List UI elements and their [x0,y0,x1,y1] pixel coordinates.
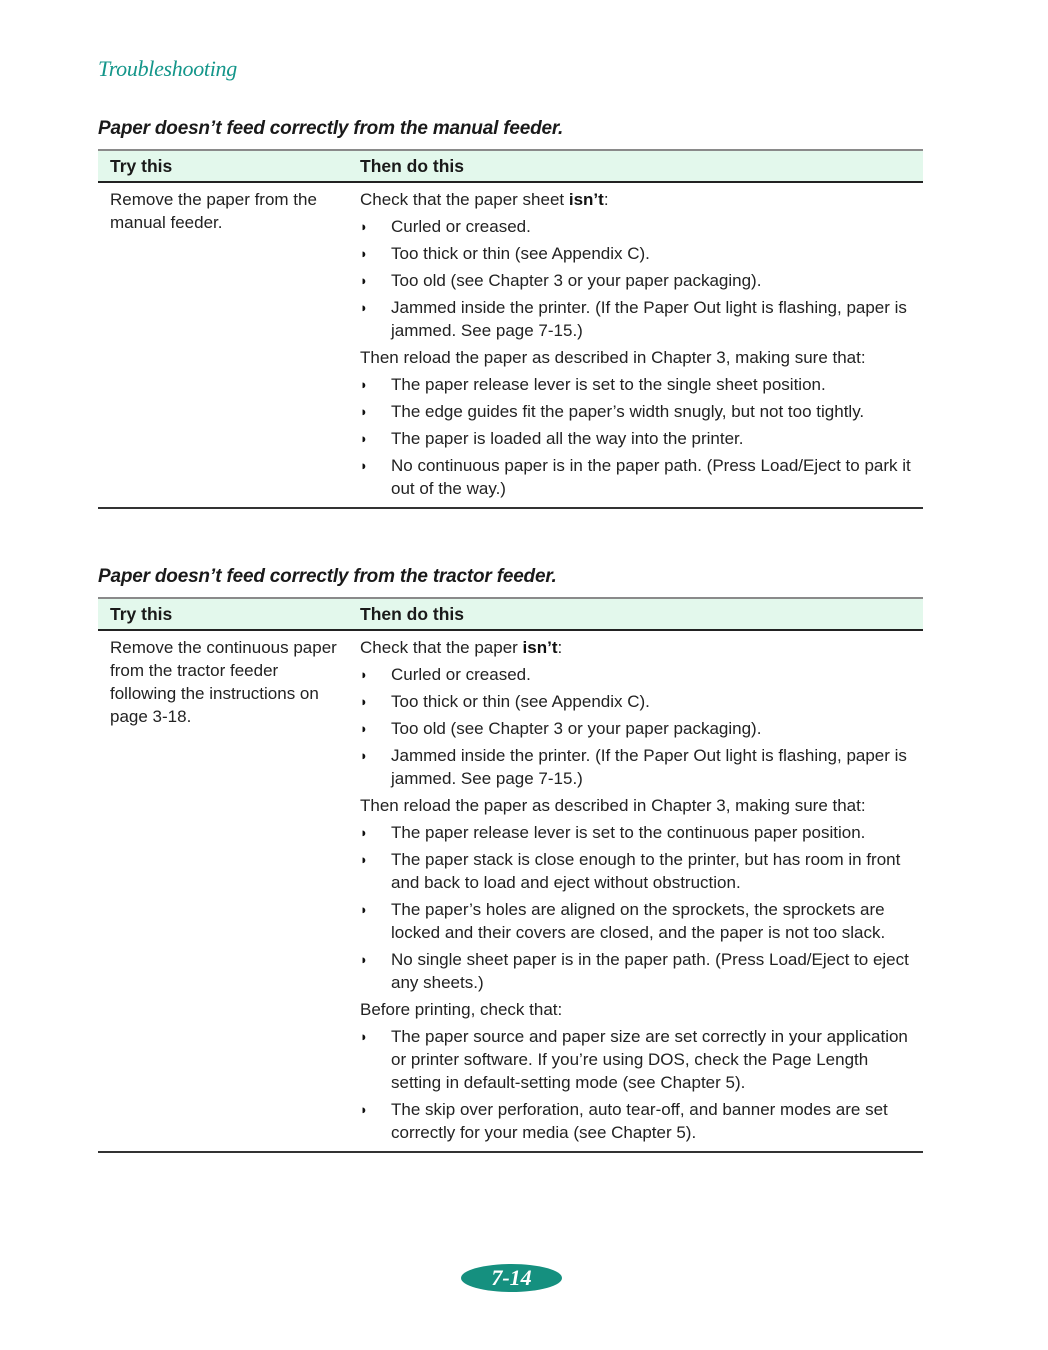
table-header-row [98,150,923,182]
then-do-this-cell [348,630,923,1152]
check-intro-bold: isn’t [522,638,558,657]
list-item-text: The edge guides fit the paper’s width snugly, but not too tightly. [391,402,865,421]
list-item [360,1098,917,1144]
list-item-text: The paper release lever is set to the single sheet position. [391,375,826,394]
list-item [360,427,917,450]
check-intro-colon: : [557,638,563,657]
list-item [360,848,917,894]
reload-intro: Then reload the paper as described in Chapter 3, making sure that: [360,796,866,815]
section-tractor-feeder [98,566,923,1153]
check-intro-text: Check that the paper [360,638,523,657]
check-intro-text: Check that the paper sheet [360,190,569,209]
list-item-text: Jammed inside the printer. (If the Paper Out light is flashing, paper is jammed. See page 7-15.) [391,746,907,788]
try-this-text: Remove the paper from the manual feeder. [110,190,317,232]
column-header-then-do-this: Then do this [348,598,923,630]
list-item-text: Too old (see Chapter 3 or your paper packaging). [391,719,762,738]
list-item [360,821,917,844]
bullet-icon: ◗ [360,300,368,315]
list-item [360,717,917,740]
running-head: Troubleshooting [98,56,237,81]
try-this-text: Remove the continuous paper from the tractor feeder following the instructions on page 3-18. [110,638,337,726]
bullet-icon: ◗ [360,1029,368,1044]
check-list [360,215,917,342]
list-item-text: Curled or creased. [391,665,531,684]
bullet-icon: ◗ [360,219,368,234]
list-item [360,400,917,423]
list-item [360,898,917,944]
bullet-icon: ◗ [360,377,368,392]
bullet-icon: ◗ [360,273,368,288]
check-intro-colon: : [603,190,609,209]
list-item [360,663,917,686]
list-item [360,296,917,342]
bullet-icon: ◗ [360,694,368,709]
list-item-text: The skip over perforation, auto tear-off, and banner modes are set correctly for your media (see Chapter 5). [391,1100,888,1142]
check-intro [360,636,917,659]
list-item [360,242,917,265]
list-item-text: No single sheet paper is in the paper path. (Press Load/Eject to eject any sheets.) [391,950,909,992]
troubleshooting-table [98,597,923,1153]
before-printing-intro: Before printing, check that: [360,1000,563,1019]
check-intro [360,188,917,211]
list-item-text: The paper release lever is set to the continuous paper position. [391,823,866,842]
list-item-text: Too thick or thin (see Appendix C). [391,692,650,711]
before-printing-list [360,1025,917,1144]
bullet-icon: ◗ [360,852,368,867]
bullet-icon: ◗ [360,431,368,446]
bullet-icon: ◗ [360,667,368,682]
list-item [360,948,917,994]
section-title: Paper doesn’t feed correctly from the tractor feeder. [98,566,557,587]
list-item [360,690,917,713]
list-item-text: Too thick or thin (see Appendix C). [391,244,650,263]
bullet-icon: ◗ [360,825,368,840]
bullet-icon: ◗ [360,902,368,917]
reload-intro: Then reload the paper as described in Chapter 3, making sure that: [360,348,866,367]
list-item-text: The paper source and paper size are set correctly in your application or printer software. If you’re using DOS, check the Page Length setting in default-setting mode (see Chapter 5). [391,1027,908,1092]
list-item-text: The paper’s holes are aligned on the sprockets, the sprockets are locked and their covers are closed, and the paper is not too slack. [391,900,886,942]
list-item [360,373,917,396]
table-row [98,630,923,1152]
table-header-row [98,598,923,630]
list-item-text: The paper stack is close enough to the printer, but has room in front and back to load and eject without obstruction. [391,850,901,892]
reload-list [360,373,917,500]
table-row [98,182,923,508]
list-item-text: Too old (see Chapter 3 or your paper packaging). [391,271,762,290]
list-item-text: Curled or creased. [391,217,531,236]
column-header-try-this: Try this [98,150,348,182]
column-header-then-do-this: Then do this [348,150,923,182]
list-item-text: No continuous paper is in the paper path. (Press Load/Eject to park it out of the way.) [391,456,911,498]
list-item [360,215,917,238]
bullet-icon: ◗ [360,458,368,473]
then-do-this-cell [348,182,923,508]
bullet-icon: ◗ [360,748,368,763]
bullet-icon: ◗ [360,1102,368,1117]
list-item-text: Jammed inside the printer. (If the Paper Out light is flashing, paper is jammed. See page 7-15.) [391,298,907,340]
list-item [360,744,917,790]
list-item-text: The paper is loaded all the way into the printer. [391,429,744,448]
bullet-icon: ◗ [360,246,368,261]
bullet-icon: ◗ [360,952,368,967]
troubleshooting-table [98,149,923,509]
bullet-icon: ◗ [360,404,368,419]
list-item [360,454,917,500]
check-intro-bold: isn’t [568,190,604,209]
list-item [360,1025,917,1094]
try-this-cell [98,182,348,508]
try-this-cell [98,630,348,1152]
section-title: Paper doesn’t feed correctly from the manual feeder. [98,118,564,139]
page-number-badge: 7-14 [461,1264,562,1292]
section-manual-feeder [98,118,923,509]
reload-list [360,821,917,994]
column-header-try-this: Try this [98,598,348,630]
list-item [360,269,917,292]
bullet-icon: ◗ [360,721,368,736]
check-list [360,663,917,790]
